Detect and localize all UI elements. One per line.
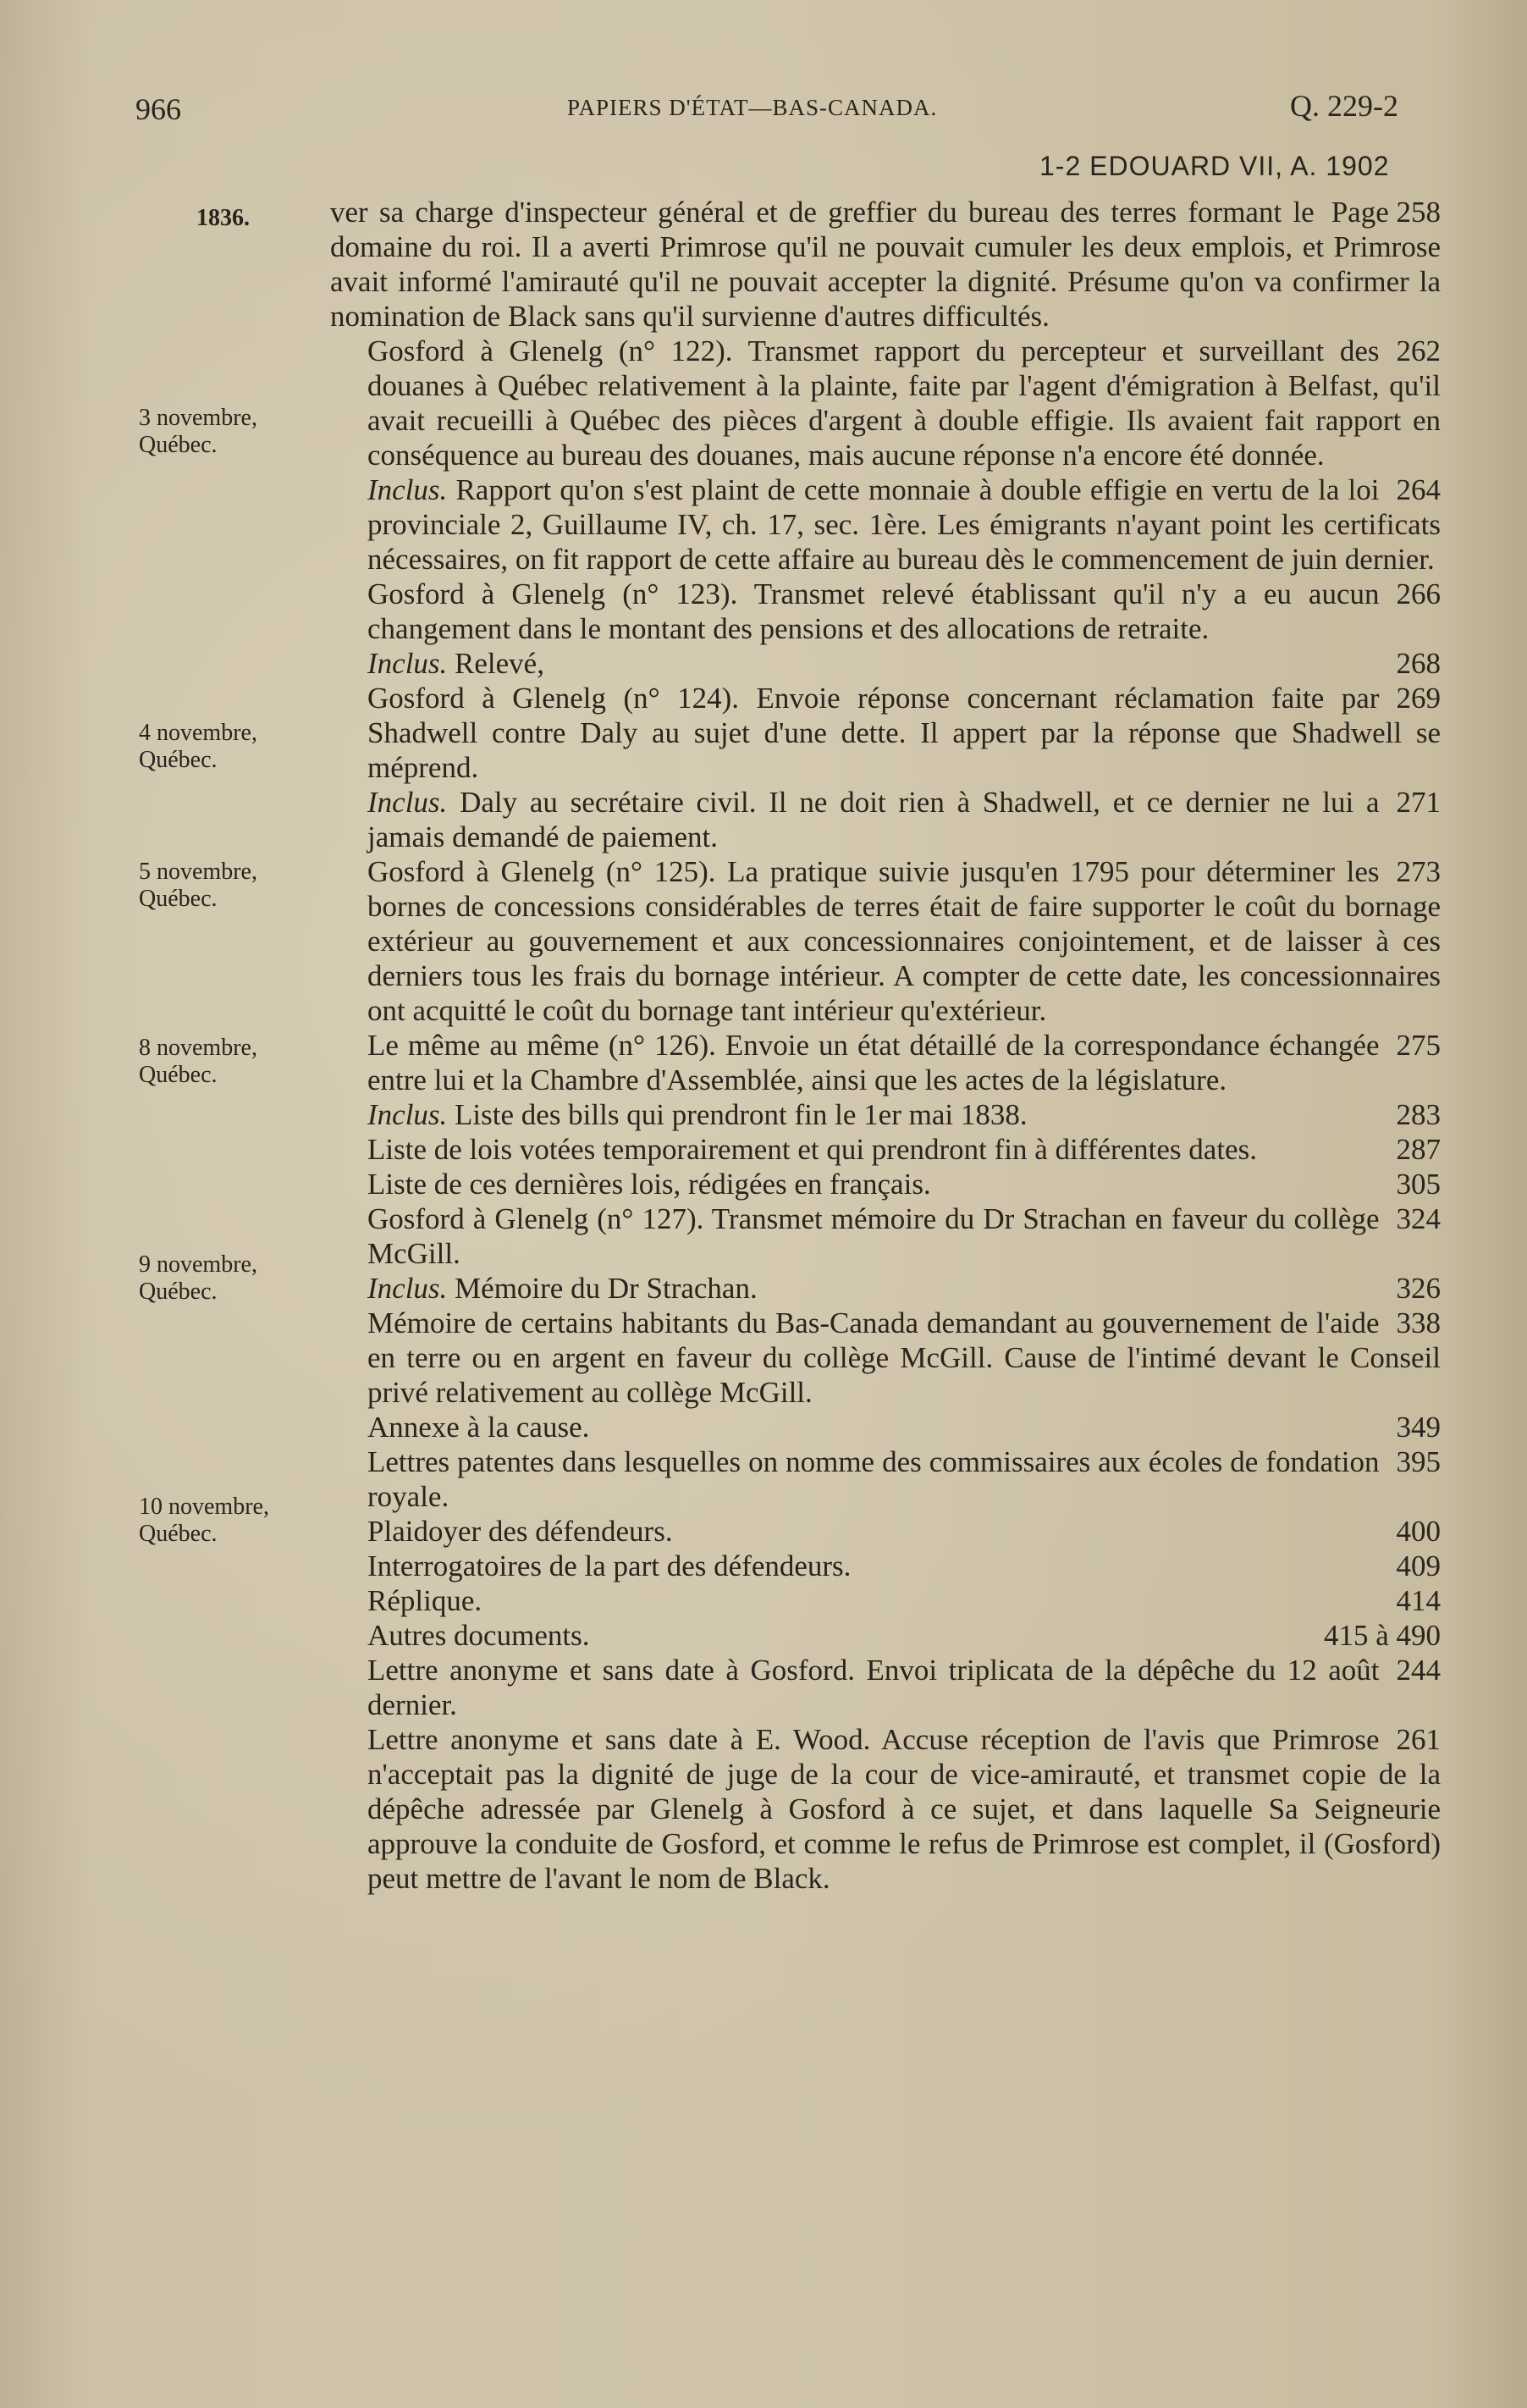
margin-date: 8 novembre, — [139, 1035, 257, 1061]
page-ref: 409 — [1396, 1549, 1441, 1582]
entry — [330, 1132, 1441, 1167]
entry-text: Liste de lois votées temporairement et qui prendront fin à différentes dates. — [367, 1133, 1257, 1166]
entry — [330, 681, 1441, 785]
entry — [330, 577, 1441, 646]
page-ref: 262 — [1396, 334, 1441, 367]
entry — [330, 854, 1441, 1028]
entry — [330, 1167, 1441, 1201]
margin-place: Québec. — [139, 747, 218, 773]
entry-text: Gosford à Glenelg (n° 122). Transmet rapport du percepteur et surveillant des douanes à Québec relativement à la plainte, faite par l'agent d'émigration à Belfast, qu'il avait recueilli à Québec des pièces d'argent à double effigie. Ils avaient fait rapport en conséquence au bureau des douanes, mais aucune réponse n'a encore été donnée. — [367, 334, 1441, 472]
folio-number: 966 — [135, 92, 181, 126]
page-ref: 415 à 490 — [1323, 1619, 1441, 1652]
reference-number: Q. 229-2 — [1290, 89, 1398, 123]
entry — [330, 1444, 1441, 1514]
entry — [330, 1722, 1441, 1896]
entry — [330, 1271, 1441, 1306]
margin-date: 10 novembre, — [139, 1494, 269, 1520]
entry — [330, 1097, 1441, 1132]
inclus-label: Inclus. — [367, 473, 448, 506]
entry — [330, 1410, 1441, 1444]
entry-text: Mémoire du Dr Strachan. — [455, 1272, 758, 1305]
page-ref: Page 258 — [1331, 196, 1441, 229]
entry-text: Gosford à Glenelg (n° 124). Envoie réponse concernant réclamation faite par Shadwell contre Daly au sujet d'une dette. Il appert par la réponse que Shadwell se méprend. — [367, 682, 1441, 784]
margin-date-5 — [139, 1251, 308, 1306]
running-head: PAPIERS D'ÉTAT—BAS-CANADA. — [567, 95, 938, 120]
page-ref: 305 — [1396, 1168, 1441, 1201]
margin-date-6 — [139, 1494, 308, 1548]
entry-text: Lettres patentes dans lesquelles on nomme des commissaires aux écoles de fondation royale. — [367, 1445, 1380, 1513]
page-ref: 275 — [1396, 1029, 1441, 1062]
page-ref: 264 — [1396, 473, 1441, 506]
inclus-label: Inclus. — [367, 786, 448, 819]
margin-date-2 — [139, 720, 308, 774]
entry — [330, 1583, 1441, 1618]
entry — [330, 195, 1441, 334]
margin-place: Québec. — [139, 1062, 218, 1088]
entry-text: Lettre anonyme et sans date à Gosford. Envoi triplicata de la dépêche du 12 août dernier. — [367, 1654, 1380, 1721]
entry-text: Lettre anonyme et sans date à E. Wood. Accuse réception de l'avis que Primrose n'acceptait pas la dignité de juge de la cour de vice-amirauté, et transmet copie de la dépêche adressée par Glenelg à Gosford à ce sujet, et dans laquelle Sa Seigneurie approuve la conduite de Gosford, et comme le refus de Primrose est complet, il (Gosford) peut mettre de l'avant le nom de Black. — [367, 1723, 1441, 1895]
entry-text: Rapport qu'on s'est plaint de cette monnaie à double effigie en vertu de la loi provinciale 2, Guillaume IV, ch. 17, sec. 1ère. Les émigrants n'ayant point les certificats nécessaires, on fit rapport de cette affaire au bureau dès le commencement de juin dernier. — [367, 473, 1441, 576]
margin-date: 5 novembre, — [139, 859, 257, 885]
entry — [330, 1653, 1441, 1722]
margin-date: 3 novembre, — [139, 405, 257, 431]
page-ref: 273 — [1396, 855, 1441, 888]
page-ref: 271 — [1396, 786, 1441, 819]
regnal-year: 1-2 EDOUARD VII, A. 1902 — [1039, 151, 1390, 181]
entry-text: Interrogatoires de la part des défendeurs. — [367, 1549, 852, 1582]
entry-text: Daly au secrétaire civil. Il ne doit rien à Shadwell, et ce dernier ne lui a jamais demandé de paiement. — [367, 786, 1380, 853]
entry — [330, 646, 1441, 681]
margin-place: Québec. — [139, 1521, 218, 1547]
margin-date: 9 novembre, — [139, 1251, 257, 1278]
page-ref: 400 — [1396, 1515, 1441, 1548]
inclus-label: Inclus. — [367, 647, 448, 680]
entry-text: Le même au même (n° 126). Envoie un état détaillé de la correspondance échangée entre lui et la Chambre d'Assemblée, ainsi que les actes de la législature. — [367, 1029, 1380, 1096]
entry-text: Autres documents. — [367, 1619, 590, 1652]
page-ref: 414 — [1396, 1584, 1441, 1617]
margin-date-3 — [139, 859, 308, 913]
margin-place: Québec. — [139, 432, 218, 458]
page-ref: 261 — [1396, 1723, 1441, 1756]
page-ref: 269 — [1396, 682, 1441, 715]
entry — [330, 1514, 1441, 1549]
entry — [330, 1549, 1441, 1583]
page-ref: 283 — [1396, 1098, 1441, 1131]
entry — [330, 785, 1441, 854]
page-ref: 266 — [1396, 577, 1441, 610]
year-label: 1836. — [196, 205, 250, 231]
entry-text: Mémoire de certains habitants du Bas-Canada demandant au gouvernement de l'aide en terre ou en argent en faveur du collège McGill. Cause de l'intimé devant le Conseil privé relativement au collège McGill. — [367, 1306, 1441, 1409]
inclus-label: Inclus. — [367, 1098, 448, 1131]
margin-place: Québec. — [139, 886, 218, 912]
entry-text: Annexe à la cause. — [367, 1411, 590, 1444]
entry-text: Gosford à Glenelg (n° 125). La pratique suivie jusqu'en 1795 pour déterminer les bornes de concessions considérables de terres était de faire supporter le coût du bornage extérieur au gouvernement et aux concessionnaires conjointement, et de laisser à ces derniers tous les frais du bornage intérieur. A compter de cette date, les concessionnaires ont acquitté le coût du bornage tant intérieur qu'extérieur. — [367, 855, 1441, 1027]
entry-text: Gosford à Glenelg (n° 123). Transmet relevé établissant qu'il n'y a eu aucun changement dans le montant des pensions et des allocations de retraite. — [367, 577, 1380, 645]
entry — [330, 1201, 1441, 1271]
page-ref: 244 — [1396, 1654, 1441, 1687]
entry-text: Réplique. — [367, 1584, 482, 1617]
margin-place: Québec. — [139, 1279, 218, 1305]
page-ref: 324 — [1396, 1202, 1441, 1235]
body-text — [330, 195, 1441, 1896]
entry — [330, 1028, 1441, 1097]
entry-text: Plaidoyer des défendeurs. — [367, 1515, 673, 1548]
margin-date: 4 novembre, — [139, 720, 257, 746]
entry — [330, 1618, 1441, 1653]
page-ref: 326 — [1396, 1272, 1441, 1305]
page-ref: 338 — [1396, 1306, 1441, 1339]
entry-text: Relevé, — [455, 647, 544, 680]
inclus-label: Inclus. — [367, 1272, 448, 1305]
margin-date-1 — [139, 405, 308, 459]
page-ref: 268 — [1396, 647, 1441, 680]
entry-text: Gosford à Glenelg (n° 127). Transmet mémoire du Dr Strachan en faveur du collège McGill. — [367, 1202, 1380, 1270]
entry — [330, 1306, 1441, 1410]
page-ref: 349 — [1396, 1411, 1441, 1444]
page-ref: 395 — [1396, 1445, 1441, 1478]
entry-text: Liste des bills qui prendront fin le 1er mai 1838. — [455, 1098, 1028, 1131]
entry-text: ver sa charge d'inspecteur général et de greffier du bureau des terres formant le domaine du roi. Il a averti Primrose qu'il ne pouvait cumuler les deux emplois, et Primrose avait informé l'amirauté qu'il ne pouvait accepter la dignité. Présume qu'on va confirmer la nomination de Black sans qu'il survienne d'autres difficultés. — [330, 196, 1441, 333]
entry — [330, 334, 1441, 472]
entry-text: Liste de ces dernières lois, rédigées en français. — [367, 1168, 931, 1201]
entry — [330, 472, 1441, 577]
margin-date-4 — [139, 1035, 308, 1089]
page-ref: 287 — [1396, 1133, 1441, 1166]
